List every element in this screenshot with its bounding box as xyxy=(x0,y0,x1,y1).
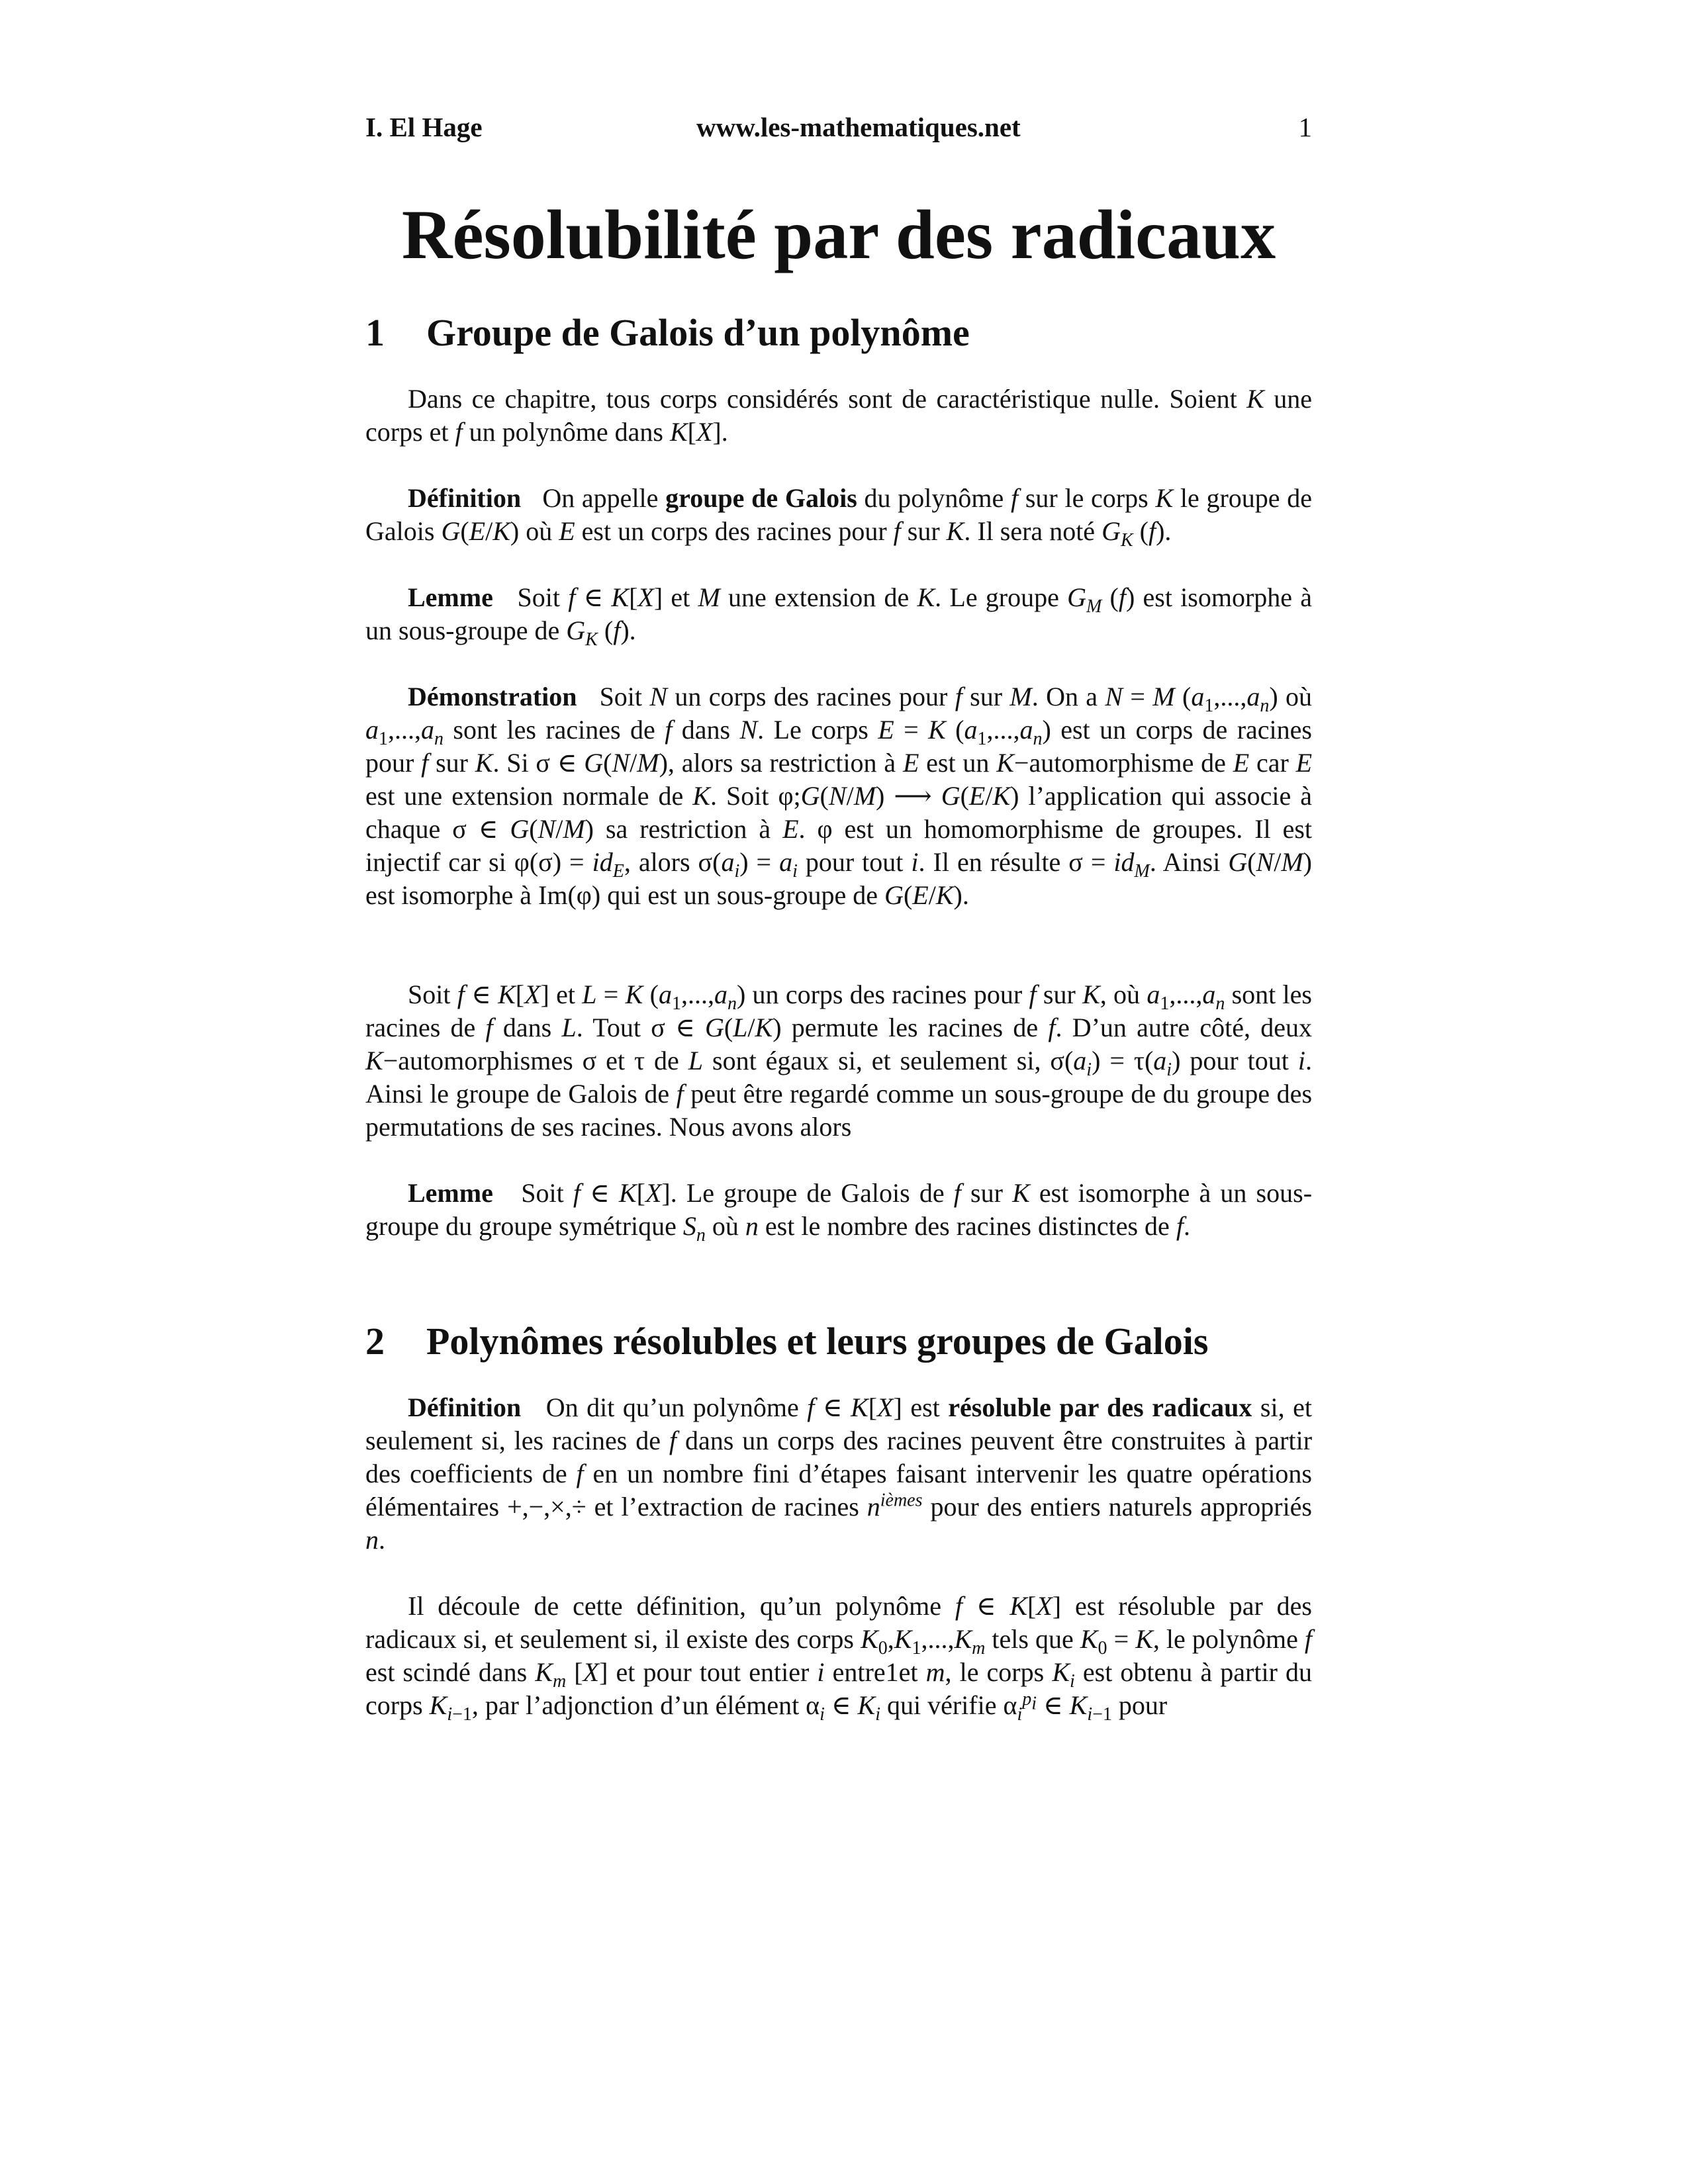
term-resoluble: résoluble par des radicaux xyxy=(948,1392,1252,1422)
definition-label-2: Définition xyxy=(408,1392,522,1422)
demonstration-label: Démonstration xyxy=(408,682,577,711)
resoluble-consequence-paragraph: Il découle de cette définition, qu’un polynôme f ∈ K[X] est résoluble par des radicaux si, et seulement si, il existe des corps $K_0,K_1,...,K_m$ tels que $K_0 = K$, le polynôme f est scindé dans $K_m$ [X] et pour tout entier i entre1et m, le corps $K_i$ est obtenu à partir du corps $K_{i-1}$, par l’adjonction d’un élément $\alpha_i$ ∈ $K_i$ qui vérifie $\alpha_i^{p_i}$ ∈ $K_{i-1}$ pour xyxy=(365,1591,1313,1725)
document-title: Résolubilité par des radicaux xyxy=(401,196,1276,273)
definition-galois-group: Définition On appelle groupe de Galois du polynôme f sur le corps K le groupe de Galois G(E/K) où E est un corps des racines pour f sur K. Il sera noté $G_K$ (f). xyxy=(365,483,1313,551)
section-1-heading xyxy=(365,310,1312,356)
running-header xyxy=(365,111,1312,151)
header-page-number: 1 xyxy=(1298,112,1312,142)
lemma-label: Lemme xyxy=(408,582,493,612)
section-1-number: 1 xyxy=(365,311,385,354)
demonstration-paragraph: Démonstration Soit N un corps des racines pour f sur M. On a N = M $(a_1,...,a_n)$ où $a_1,...,a_n$ sont les racines de f dans N. Le corps E = K $(a_1,...,a_n)$ est un corps de racines pour f sur K. Si σ ∈ G(N/M), alors sa restriction à E est un K−automorphisme de E car E est une extension normale de K. Soit φ;G(N/M) ⟶ G(E/K) l’application qui associe à chaque σ ∈ G(N/M) sa restriction à E. φ est un homomorphisme de groupes. Il est injectif car si $\varphi(\sigma) = id_E$, alors $\sigma(a_i) = a_i$ pour tout i. Il en résulte $\sigma = id_M$. Ainsi G(N/M) est isomorphe à Im(φ) qui est un sous-groupe de G(E/K). xyxy=(365,682,1313,910)
lemma-label-2: Lemme xyxy=(408,1178,493,1208)
section-2-title: Polynômes résolubles et leurs groupes de Galois xyxy=(426,1320,1209,1363)
section-2-heading xyxy=(365,1318,1312,1365)
header-website: www.les-mathematiques.net xyxy=(696,112,1021,142)
header-author: I. El Hage xyxy=(365,112,483,142)
intro-paragraph: Dans ce chapitre, tous corps considérés sont de caractéristique nulle. Soient K une corps et f un polynôme dans K[X]. xyxy=(365,384,1312,447)
definition-label: Définition xyxy=(408,483,522,513)
permutation-paragraph: Soit f ∈ K[X] et L = K $(a_1,...,a_n)$ un corps des racines pour f sur K, où $a_1,...,a_n$ sont les racines de f dans L. Tout σ ∈ G(L/K) permute les racines de f. D’un autre côté, deux K−automorphismes σ et τ de L sont égaux si, et seulement si, $\sigma(a_i) = \tau(a_i)$ pour tout i. Ainsi le groupe de Galois de f peut être regardé comme un sous-groupe de du groupe des permutations de ses racines. Nous avons alors xyxy=(365,979,1313,1142)
lemma-2: Lemme Soit f ∈ K[X]. Le groupe de Galois de f sur K est isomorphe à un sous-groupe du groupe symétrique $S_n$ où n est le nombre des racines distinctes de f. xyxy=(365,1178,1313,1246)
section-1-title: Groupe de Galois d’un polynôme xyxy=(426,311,970,354)
lemma-1: Lemme Soit f ∈ K[X] et M une extension de K. Le groupe $G_M$ (f) est isomorphe à un sous-groupe de $G_K$ (f). xyxy=(365,582,1313,650)
definition-resoluble: Définition On dit qu’un polynôme f ∈ K[X] est résoluble par des radicaux si, et seulement si, les racines de f dans un corps des racines peuvent être construites à partir des coefficients de f en un nombre fini d’étapes faisant intervenir les quatre opérations élémentaires +,−,×,÷ et l’extraction de racines $n^{ièmes}$ pour des entiers naturels appropriés n. xyxy=(365,1392,1313,1555)
section-2-number: 2 xyxy=(365,1320,385,1363)
term-groupe-de-galois: groupe de Galois xyxy=(665,483,857,513)
